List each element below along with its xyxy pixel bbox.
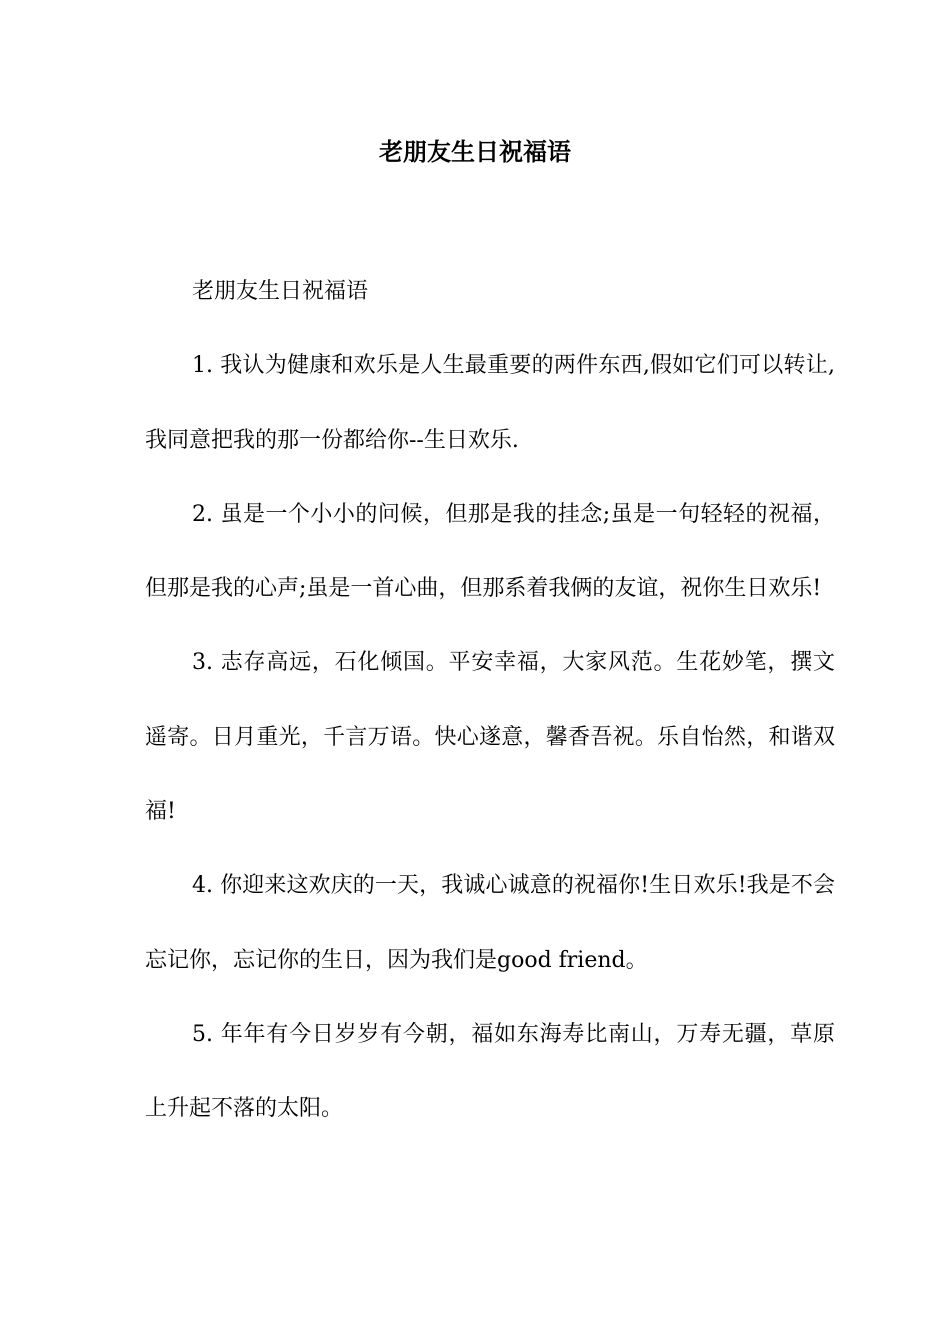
paragraph-5: 5. 年年有今日岁岁有今朝，福如东海寿比南山，万寿无疆，草原上升起不落的太阳。 — [145, 1021, 835, 1122]
document-subtitle: 老朋友生日祝福语 — [192, 279, 369, 304]
paragraph-2: 2. 虽是一个小小的问候，但那是我的挂念;虽是一句轻轻的祝福，但那是我的心声;虽是一首心曲，但那系着我俩的友谊，祝你生日欢乐! — [145, 501, 835, 602]
paragraph-4: 4. 你迎来这欢庆的一天，我诚心诚意的祝福你!生日欢乐!我是不会忘记你，忘记你的生日，因为我们是good friend。 — [145, 873, 835, 973]
paragraph-3: 3. 志存高远，石化倾国。平安幸福，大家风范。生花妙笔，撰文遥寄。日月重光，千言万语。快心遂意，馨香吾祝。乐自怡然，和谐双福! — [145, 650, 835, 825]
document-body — [145, 255, 835, 1147]
paragraph-1: 1. 我认为健康和欢乐是人生最重要的两件东西,假如它们可以转让,我同意把我的那一份都给你--生日欢乐. — [145, 353, 835, 453]
document-title: 老朋友生日祝福语 — [379, 138, 571, 166]
